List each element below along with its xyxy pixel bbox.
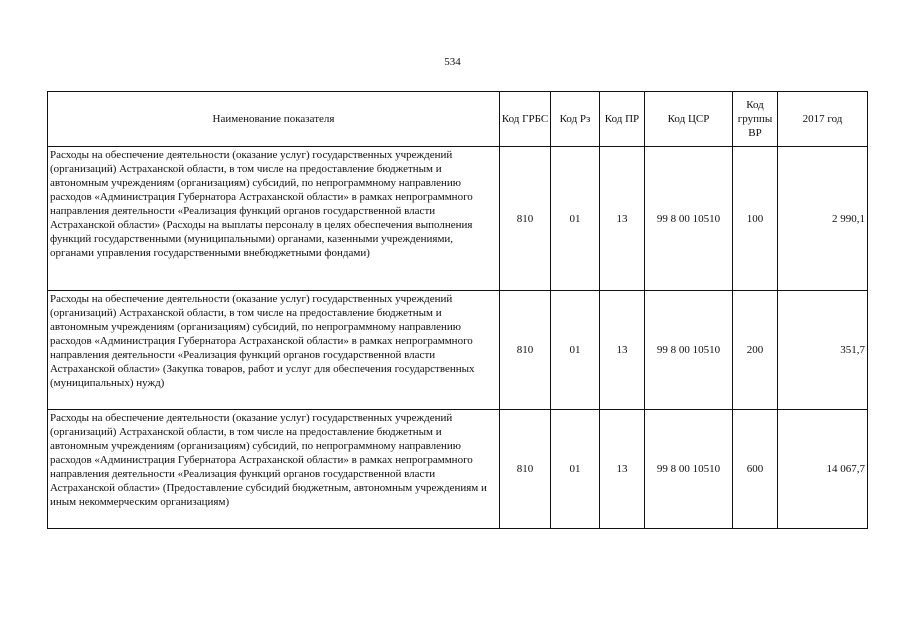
header-year: 2017 год bbox=[778, 92, 868, 147]
row-vr: 600 bbox=[733, 410, 778, 529]
row-rz: 01 bbox=[551, 147, 600, 291]
row-vr: 200 bbox=[733, 291, 778, 410]
row-csr: 99 8 00 10510 bbox=[645, 410, 733, 529]
row-amount: 351,7 bbox=[778, 291, 868, 410]
row-description: Расходы на обеспечение деятельности (оказание услуг) государственных учреждений (организаций) Астраханской области, в том числе на предоставление бюджетным и автономным учреждениям (организациям) субсидий, по непрограммному направлению расходов «Администрация Губернатора Астраханской области» в рамках непрограммного направления деятельности «Реализация функций органов государственной власти Астраханской области» (Расходы на выплаты персоналу в целях обеспечения выполнения функций государственными (муниципальными) органами, казенными учреждениями, органами управления государственными внебюджетными фондами) bbox=[48, 147, 500, 291]
row-csr: 99 8 00 10510 bbox=[645, 147, 733, 291]
budget-table bbox=[47, 91, 868, 529]
row-pr: 13 bbox=[600, 147, 645, 291]
row-amount: 14 067,7 bbox=[778, 410, 868, 529]
table-row bbox=[48, 291, 868, 410]
row-description: Расходы на обеспечение деятельности (оказание услуг) государственных учреждений (организаций) Астраханской области, в том числе на предоставление бюджетным и автономным учреждениям (организациям) субсидий, по непрограммному направлению расходов «Администрация Губернатора Астраханской области» в рамках непрограммного направления деятельности «Реализация функций органов государственной власти Астраханской области» (Предоставление субсидий бюджетным, автономным учреждениям и иным некоммерческим организациям) bbox=[48, 410, 500, 529]
row-grbs: 810 bbox=[500, 291, 551, 410]
row-rz: 01 bbox=[551, 291, 600, 410]
table-header-row bbox=[48, 92, 868, 147]
row-pr: 13 bbox=[600, 410, 645, 529]
row-pr: 13 bbox=[600, 291, 645, 410]
row-grbs: 810 bbox=[500, 147, 551, 291]
page-number: 534 bbox=[444, 56, 461, 68]
header-rz: Код Рз bbox=[551, 92, 600, 147]
row-csr: 99 8 00 10510 bbox=[645, 291, 733, 410]
row-amount: 2 990,1 bbox=[778, 147, 868, 291]
row-rz: 01 bbox=[551, 410, 600, 529]
row-vr: 100 bbox=[733, 147, 778, 291]
header-vr: Код группы ВР bbox=[733, 92, 778, 147]
header-pr: Код ПР bbox=[600, 92, 645, 147]
header-grbs: Код ГРБС bbox=[500, 92, 551, 147]
table-row bbox=[48, 147, 868, 291]
header-name: Наименование показателя bbox=[48, 92, 500, 147]
row-grbs: 810 bbox=[500, 410, 551, 529]
table-row bbox=[48, 410, 868, 529]
header-csr: Код ЦСР bbox=[645, 92, 733, 147]
row-description: Расходы на обеспечение деятельности (оказание услуг) государственных учреждений (организаций) Астраханской области, в том числе на предоставление бюджетным и автономным учреждениям (организациям) субсидий, по непрограммному направлению расходов «Администрация Губернатора Астраханской области» в рамках непрограммного направления деятельности «Реализация функций органов государственной власти Астраханской области» (Закупка товаров, работ и услуг для обеспечения государственных (муниципальных) нужд) bbox=[48, 291, 500, 410]
